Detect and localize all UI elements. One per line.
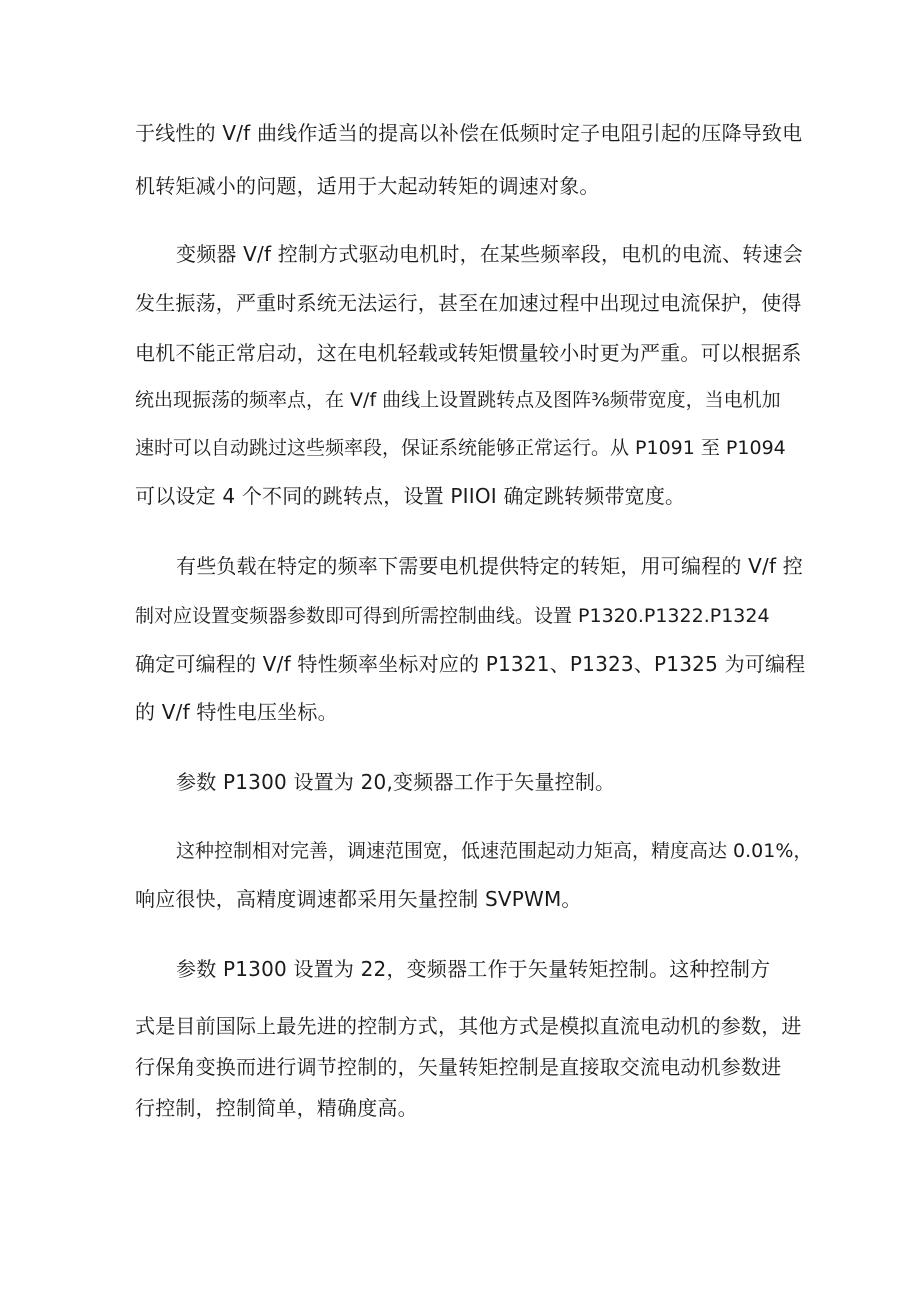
paragraph-3-line-1: 有些负载在特定的频率下需要电机提供特定的转矩，用可编程的 V/f 控 xyxy=(176,554,803,578)
paragraph-2-line-2: 发生振荡，严重时系统无法运行，甚至在加速过程中出现过电流保护，使得 xyxy=(135,291,802,315)
paragraph-2-line-6: 可以设定 4 个不同的跳转点，设置 PIIOI 确定跳转频带宽度。 xyxy=(135,484,686,508)
paragraph-5-line-1: 这种控制相对完善，调速范围宽，低速范围起动力矩高，精度高达 0.01%， xyxy=(176,840,813,862)
paragraph-7-line-1: 式是目前国际上最先进的控制方式，其他方式是模拟直流电动机的参数，进 xyxy=(135,1014,802,1038)
paragraph-2-line-5: 速时可以自动跳过这些频率段，保证系统能够正常运行。从 P1091 至 P1094 xyxy=(135,437,786,459)
paragraph-1-line-1: 于线性的 V/f 曲线作适当的提高以补偿在低频时定子电阻引起的压降导致电 xyxy=(135,121,803,145)
paragraph-6-line-1: 参数 P1300 设置为 22，变频器工作于矢量转矩控制。这种控制方 xyxy=(176,957,771,981)
paragraph-3-line-2: 制对应设置变频器参数即可得到所需控制曲线。设置 P1320.P1322.P1324 xyxy=(135,605,770,627)
paragraph-4-line-1: 参数 P1300 设置为 20,变频器工作于矢量控制。 xyxy=(176,770,616,794)
paragraph-2-line-1: 变频器 V/f 控制方式驱动电机时，在某些频率段，电机的电流、转速会 xyxy=(176,242,803,266)
paragraph-7-line-2: 行保角变换而进行调节控制的，矢量转矩控制是直接取交流电动机参数进 xyxy=(135,1055,782,1079)
paragraph-7-line-3: 行控制，控制简单，精确度高。 xyxy=(135,1096,418,1120)
paragraph-2-line-3: 电机不能正常启动，这在电机轻载或转矩惯量较小时更为严重。可以根据系 xyxy=(135,341,802,365)
paragraph-1-line-2: 机转矩减小的问题，适用于大起动转矩的调速对象。 xyxy=(135,174,600,198)
paragraph-5-line-2: 响应很快，高精度调速都采用矢量控制 SVPWM。 xyxy=(135,887,582,911)
paragraph-2-line-4: 统出现振荡的频率点，在 V/f 曲线上设置跳转点及图阵⅜频带宽度，当电机加 xyxy=(135,389,781,411)
paragraph-3-line-3: 确定可编程的 V/f 特性频率坐标对应的 P1321、P1323、P1325 为可编程 xyxy=(135,652,806,676)
paragraph-3-line-4: 的 V/f 特性电压坐标。 xyxy=(135,700,338,724)
